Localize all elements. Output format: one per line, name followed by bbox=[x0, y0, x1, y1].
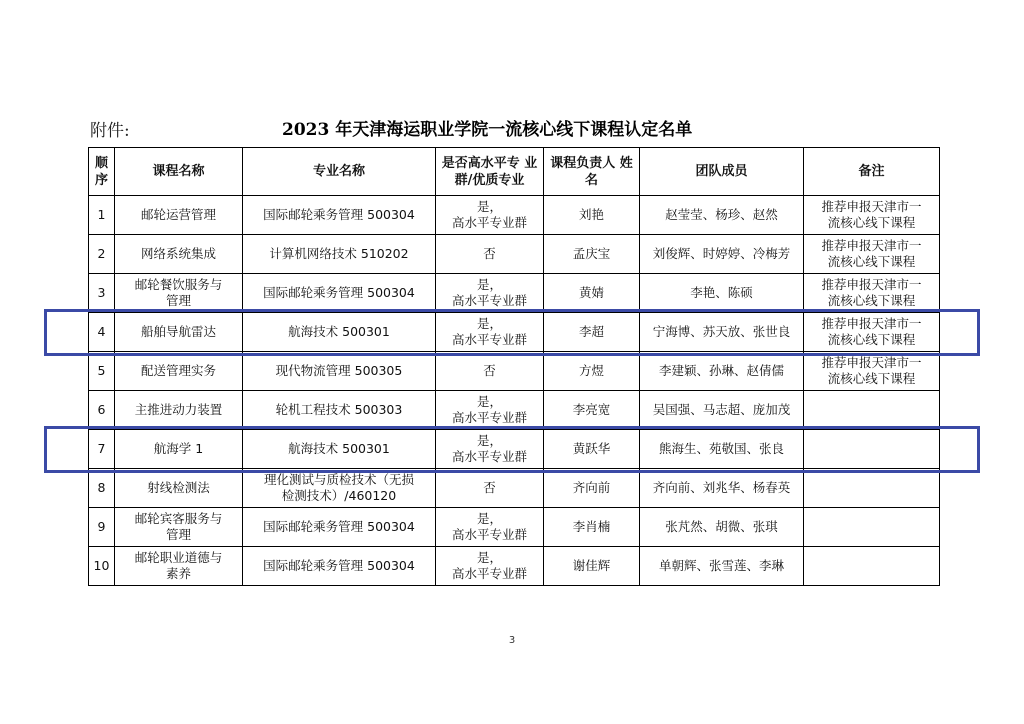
cell-high-level: 否 bbox=[436, 352, 544, 391]
cell-major-name: 轮机工程技术 500303 bbox=[243, 391, 436, 430]
cell-high-level: 否 bbox=[436, 469, 544, 508]
header-row bbox=[89, 148, 940, 196]
cell-course-name: 邮轮餐饮服务与 管理 bbox=[115, 274, 243, 313]
cell-remark bbox=[804, 469, 940, 508]
cell-course-name: 网络系统集成 bbox=[115, 235, 243, 274]
cell-major-name: 国际邮轮乘务管理 500304 bbox=[243, 508, 436, 547]
cell-team: 吴国强、马志超、庞加茂 bbox=[640, 391, 804, 430]
course-list-table bbox=[88, 147, 940, 586]
header-major-name: 专业名称 bbox=[243, 148, 436, 196]
table-row bbox=[89, 274, 940, 313]
table-row bbox=[89, 469, 940, 508]
cell-course-name: 射线检测法 bbox=[115, 469, 243, 508]
cell-major-name: 国际邮轮乘务管理 500304 bbox=[243, 274, 436, 313]
cell-remark: 推荐申报天津市一 流核心线下课程 bbox=[804, 235, 940, 274]
cell-team: 刘俊辉、时婷婷、冷梅芳 bbox=[640, 235, 804, 274]
header-leader: 课程负责人 姓名 bbox=[544, 148, 640, 196]
cell-remark bbox=[804, 547, 940, 586]
cell-high-level: 是， 高水平专业群 bbox=[436, 313, 544, 352]
cell-major-name: 计算机网络技术 510202 bbox=[243, 235, 436, 274]
cell-leader: 黄跃华 bbox=[544, 430, 640, 469]
cell-remark bbox=[804, 391, 940, 430]
cell-team: 熊海生、苑敬国、张良 bbox=[640, 430, 804, 469]
table-row bbox=[89, 352, 940, 391]
table-row bbox=[89, 235, 940, 274]
cell-team: 齐向前、刘兆华、杨春英 bbox=[640, 469, 804, 508]
cell-team: 李艳、陈硕 bbox=[640, 274, 804, 313]
cell-high-level: 是， 高水平专业群 bbox=[436, 508, 544, 547]
cell-high-level: 是， 高水平专业群 bbox=[436, 547, 544, 586]
table-row bbox=[89, 196, 940, 235]
table-row bbox=[89, 391, 940, 430]
cell-leader: 方煜 bbox=[544, 352, 640, 391]
cell-leader: 刘艳 bbox=[544, 196, 640, 235]
cell-leader: 谢佳辉 bbox=[544, 547, 640, 586]
table-body bbox=[89, 196, 940, 586]
cell-seq: 3 bbox=[89, 274, 115, 313]
cell-course-name: 主推进动力装置 bbox=[115, 391, 243, 430]
header-course-name: 课程名称 bbox=[115, 148, 243, 196]
header-team: 团队成员 bbox=[640, 148, 804, 196]
cell-major-name: 国际邮轮乘务管理 500304 bbox=[243, 547, 436, 586]
cell-course-name: 邮轮宾客服务与 管理 bbox=[115, 508, 243, 547]
cell-leader: 齐向前 bbox=[544, 469, 640, 508]
cell-seq: 4 bbox=[89, 313, 115, 352]
cell-seq: 1 bbox=[89, 196, 115, 235]
cell-major-name: 现代物流管理 500305 bbox=[243, 352, 436, 391]
page-number: 3 bbox=[508, 635, 516, 646]
table-row bbox=[89, 547, 940, 586]
cell-high-level: 是， 高水平专业群 bbox=[436, 196, 544, 235]
cell-team: 宁海博、苏天放、张世良 bbox=[640, 313, 804, 352]
cell-remark: 推荐申报天津市一 流核心线下课程 bbox=[804, 352, 940, 391]
cell-remark bbox=[804, 508, 940, 547]
cell-leader: 孟庆宝 bbox=[544, 235, 640, 274]
cell-team: 张芃然、胡微、张琪 bbox=[640, 508, 804, 547]
cell-remark: 推荐申报天津市一 流核心线下课程 bbox=[804, 196, 940, 235]
cell-team: 单朝辉、张雪莲、李琳 bbox=[640, 547, 804, 586]
header-high-level: 是否高水平专 业群/优质专业 bbox=[436, 148, 544, 196]
cell-high-level: 是， 高水平专业群 bbox=[436, 430, 544, 469]
table-row bbox=[89, 313, 940, 352]
header-seq: 顺 序 bbox=[89, 148, 115, 196]
cell-leader: 黄婧 bbox=[544, 274, 640, 313]
cell-seq: 9 bbox=[89, 508, 115, 547]
cell-seq: 8 bbox=[89, 469, 115, 508]
cell-major-name: 理化测试与质检技术（无损 检测技术）/460120 bbox=[243, 469, 436, 508]
cell-seq: 10 bbox=[89, 547, 115, 586]
cell-major-name: 国际邮轮乘务管理 500304 bbox=[243, 196, 436, 235]
cell-course-name: 邮轮运营管理 bbox=[115, 196, 243, 235]
cell-remark: 推荐申报天津市一 流核心线下课程 bbox=[804, 313, 940, 352]
cell-course-name: 邮轮职业道德与 素养 bbox=[115, 547, 243, 586]
cell-leader: 李亮宽 bbox=[544, 391, 640, 430]
cell-high-level: 否 bbox=[436, 235, 544, 274]
document-title: 2023 年天津海运职业学院一流核心线下课程认定名单 bbox=[282, 120, 693, 140]
cell-high-level: 是， 高水平专业群 bbox=[436, 391, 544, 430]
cell-seq: 2 bbox=[89, 235, 115, 274]
cell-team: 李建颖、孙琳、赵倩儒 bbox=[640, 352, 804, 391]
table-row bbox=[89, 430, 940, 469]
cell-course-name: 配送管理实务 bbox=[115, 352, 243, 391]
cell-remark: 推荐申报天津市一 流核心线下课程 bbox=[804, 274, 940, 313]
attachment-label: 附件: bbox=[90, 121, 130, 141]
cell-course-name: 船舶导航雷达 bbox=[115, 313, 243, 352]
cell-team: 赵莹莹、杨珍、赵然 bbox=[640, 196, 804, 235]
cell-course-name: 航海学 1 bbox=[115, 430, 243, 469]
cell-seq: 5 bbox=[89, 352, 115, 391]
cell-leader: 李超 bbox=[544, 313, 640, 352]
cell-major-name: 航海技术 500301 bbox=[243, 313, 436, 352]
table-row bbox=[89, 508, 940, 547]
cell-leader: 李肖楠 bbox=[544, 508, 640, 547]
cell-seq: 7 bbox=[89, 430, 115, 469]
header-remark: 备注 bbox=[804, 148, 940, 196]
cell-seq: 6 bbox=[89, 391, 115, 430]
cell-remark bbox=[804, 430, 940, 469]
cell-major-name: 航海技术 500301 bbox=[243, 430, 436, 469]
cell-high-level: 是， 高水平专业群 bbox=[436, 274, 544, 313]
